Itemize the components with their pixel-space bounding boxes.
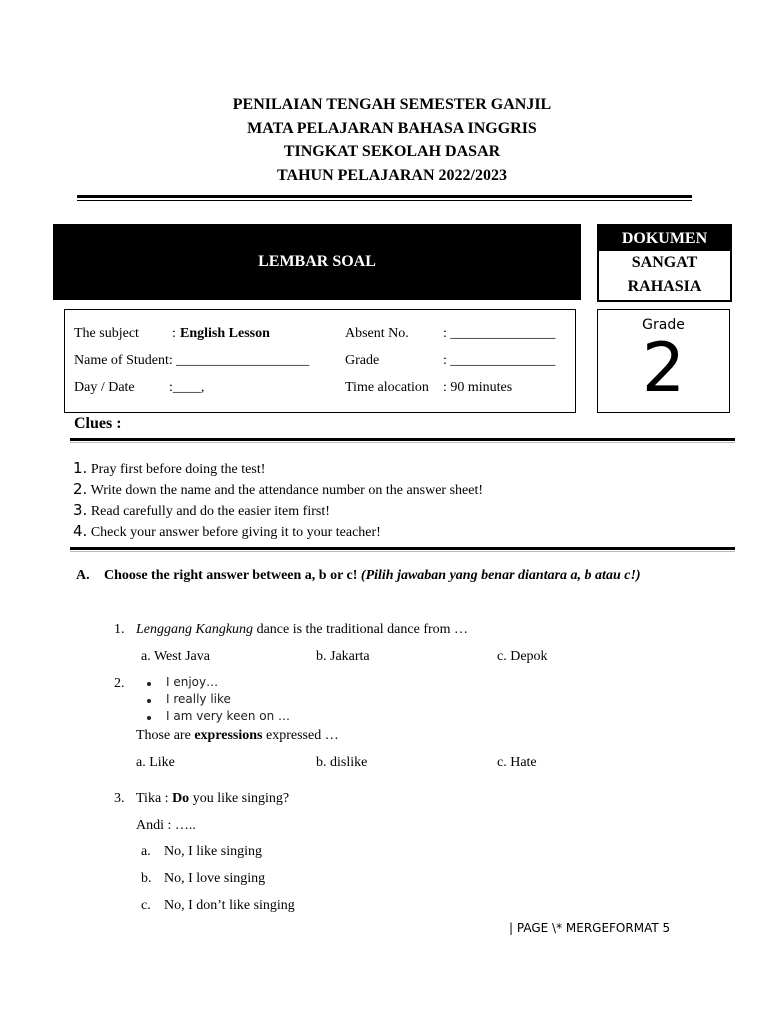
question-3-line-1	[136, 791, 289, 807]
bullet-icon	[147, 682, 151, 686]
question-2-number: 2.	[114, 676, 125, 691]
question-2-text	[136, 728, 339, 744]
document-header	[0, 93, 768, 187]
absent-field: : _______________	[443, 326, 556, 341]
clue-number: 1.	[73, 459, 88, 477]
date-row	[74, 380, 205, 396]
lembar-soal-banner	[53, 224, 581, 300]
subject-value: English Lesson	[180, 326, 270, 341]
question-1-text-rest: dance is the traditional dance from …	[253, 622, 469, 637]
question-2-option-a: a. Like	[136, 755, 175, 770]
grade-box-label: Grade	[642, 317, 685, 333]
clue-item	[73, 501, 330, 520]
question-3-line-1-before: Tika :	[136, 791, 173, 806]
clues-title: Clues :	[74, 415, 122, 432]
clue-text: Read carefully and do the easier item first!	[90, 504, 330, 519]
classification-line-3: RAHASIA	[627, 278, 702, 295]
header-line-2: MATA PELAJARAN BAHASA INGGRIS	[247, 119, 537, 137]
date-value: :____,	[169, 380, 205, 395]
clue-text: Pray first before doing the test!	[90, 462, 266, 477]
clue-text: Check your answer before giving it to your teacher!	[90, 525, 381, 540]
question-3-line-2: Andi : …..	[136, 818, 196, 833]
date-label: Day / Date	[74, 380, 135, 395]
question-3-number: 3.	[114, 791, 125, 806]
clues-rule-top-shadow	[70, 442, 735, 443]
clue-item	[73, 459, 265, 478]
question-3-line-1-bold: Do	[172, 791, 190, 806]
header-line-3: TINGKAT SEKOLAH DASAR	[283, 143, 501, 160]
instruction-translation: (Pilih jawaban yang benar diantara a, b atau c!)	[360, 568, 641, 583]
absent-label: Absent No.	[345, 326, 409, 341]
section-a-label: A.	[76, 568, 90, 583]
time-value: : 90 minutes	[443, 380, 513, 395]
header-line-1: PENILAIAN TENGAH SEMESTER GANJIL	[232, 96, 552, 113]
question-2-text-after: expressed …	[262, 728, 339, 743]
question-2-text-before: Those are	[136, 728, 195, 743]
clues-rule-bottom	[70, 547, 735, 550]
classification-head: DOKUMEN	[599, 226, 730, 251]
grade-field: : _______________	[443, 353, 556, 368]
question-1-number: 1.	[114, 622, 125, 637]
grade-box-value: 2	[641, 329, 686, 408]
bullet-icon	[147, 716, 151, 720]
clue-number: 4.	[73, 522, 88, 540]
classification-line-2: SANGAT	[631, 254, 698, 271]
banner-label: LEMBAR SOAL	[258, 253, 376, 270]
classification-box	[597, 224, 732, 302]
question-1-option-c: c. Depok	[497, 649, 548, 664]
clue-text: Write down the name and the attendance number on the answer sheet!	[90, 483, 484, 498]
question-2-text-bold: expressions	[194, 728, 263, 743]
clue-item	[73, 480, 483, 499]
question-1-option-a: a. West Java	[141, 649, 210, 664]
section-a-instruction	[104, 567, 669, 585]
time-label: Time alocation	[345, 380, 429, 395]
question-1-text	[136, 622, 468, 638]
clues-rule-top	[70, 438, 735, 441]
header-rule-thin	[77, 200, 692, 201]
header-rule-thick	[77, 195, 692, 198]
clue-item	[73, 522, 381, 541]
question-3-option-c-label: c.	[141, 898, 151, 913]
bullet-icon	[147, 699, 151, 703]
header-line-4: TAHUN PELAJARAN 2022/2023	[277, 166, 507, 184]
question-2-option-c: c. Hate	[497, 755, 537, 770]
question-3-option-b: No, I love singing	[164, 871, 266, 886]
instruction-text: Choose the right answer between a, b or c!	[104, 568, 358, 583]
grade-box	[597, 309, 730, 413]
student-name-field: Name of Student: ___________________	[74, 353, 310, 368]
page-footer: | PAGE \* MERGEFORMAT 5	[509, 921, 671, 935]
question-1-dance-name: Lenggang Kangkung	[136, 622, 254, 637]
clue-number: 3.	[73, 501, 88, 519]
question-3-line-1-after: you like singing?	[189, 791, 290, 806]
subject-label: The subject	[74, 326, 139, 341]
student-info-box	[64, 309, 576, 413]
question-3-option-a: No, I like singing	[164, 844, 262, 859]
question-1-option-b: b. Jakarta	[316, 649, 370, 664]
question-3-option-a-label: a.	[141, 844, 151, 859]
clue-number: 2.	[73, 480, 88, 498]
expression-item: I really like	[166, 692, 231, 706]
grade-label: Grade	[345, 353, 380, 368]
question-3-option-b-label: b.	[141, 871, 152, 886]
subject-colon: :	[172, 326, 176, 341]
question-3-option-c: No, I don’t like singing	[164, 898, 295, 913]
question-2-option-b: b. dislike	[316, 755, 368, 770]
subject-row	[74, 326, 270, 342]
expression-item: I enjoy…	[166, 675, 219, 689]
expression-item: I am very keen on …	[166, 709, 291, 723]
clues-rule-bottom-shadow	[70, 551, 735, 552]
